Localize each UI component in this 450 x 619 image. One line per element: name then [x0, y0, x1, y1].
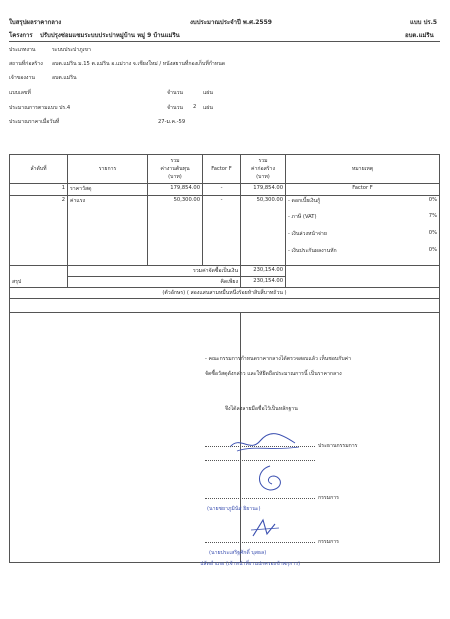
- net-row: [10, 277, 440, 288]
- row-build: 50,300.00: [241, 196, 286, 208]
- type-label: ประเภทงาน: [9, 47, 36, 53]
- count2-value: 2: [193, 104, 197, 110]
- amount-in-words: (ตัวอักษร) ( สองแสนสามหมื่นหนึ่งร้อยห้าสิบสี่บาทถ้วน ): [10, 288, 440, 299]
- header-cost-l2: ค่างานต้นทุน: [160, 166, 190, 172]
- project-value: ปรับปรุงซ่อมแซมระบบประปาหมู่บ้าน หมู่ 9 บ้านแม่ริน: [40, 32, 180, 39]
- member2-name: (นายประเสริฐศักดิ์ บุสธล): [209, 550, 267, 556]
- row-build: 179,854.00: [241, 184, 286, 196]
- date-label: ประมาณราคาเมื่อวันที่: [9, 119, 60, 125]
- net-label: คิดเพียง: [68, 277, 241, 288]
- plan-label: แบบเลขที่: [9, 90, 31, 96]
- row-item: ราคาวัสดุ: [68, 184, 148, 196]
- committee-statement-1: - คณะกรรมการกำหนดราคากลางได้ตรวจสอบแล้ว เห็นชอบกับค่า: [205, 356, 352, 362]
- header-divider: [9, 41, 440, 42]
- row-factor: -: [203, 196, 241, 208]
- header-note: หมายเหตุ: [286, 155, 440, 184]
- table-spacer-row: [10, 208, 440, 266]
- header-build: [241, 155, 286, 184]
- note-line: [288, 197, 437, 205]
- header-build-l2: ค่าก่อสร้าง: [250, 166, 276, 172]
- header-factor: Factor F: [203, 155, 241, 184]
- extra-notes-cell: [286, 208, 440, 266]
- sign-intro: จึงได้ลงลายมือชื่อไว้เป็นหลักฐาน: [225, 406, 298, 412]
- net-value: 230,154.00: [241, 277, 286, 288]
- chair-signature-icon: [225, 425, 305, 457]
- words-row: [10, 288, 440, 299]
- count1-unit: แผ่น: [203, 90, 213, 96]
- type-value: ระบบประปาภูเขา: [52, 47, 91, 53]
- location-label: สถานที่ก่อสร้าง: [9, 61, 43, 67]
- note-pct: 0%: [428, 197, 437, 203]
- note-label: - เงินประกันผลงานหัก: [288, 247, 337, 254]
- note-label: - ดอกเบี้ยเงินกู้: [288, 198, 321, 204]
- member1-signature-icon: [250, 462, 290, 496]
- member1-sign-line: [205, 498, 315, 499]
- member2-sign-line: [205, 542, 315, 543]
- header-cost: [148, 155, 203, 184]
- row-no: 2: [10, 196, 68, 208]
- header-cost-l3: (บาท): [168, 174, 182, 180]
- total-row: [10, 266, 440, 277]
- note-line: [288, 213, 437, 221]
- note-label: - เงินล่วงหน้าจ่าย: [288, 230, 327, 237]
- chair-sign-line: [205, 446, 315, 447]
- member2-title: กรรมการ: [318, 539, 339, 545]
- row-no: 1: [10, 184, 68, 196]
- member2-signature-icon: [245, 516, 285, 542]
- header-build-l3: (บาท): [256, 174, 270, 180]
- member1-name: (นายชยาภูมินัส ยิยานะ): [207, 506, 261, 512]
- org-short: อบต.แม่ริน: [405, 32, 434, 39]
- table-row: [10, 196, 440, 208]
- total-value: 230,154.00: [241, 266, 286, 277]
- row-note: Factor F: [286, 184, 440, 196]
- note-line: [288, 230, 437, 238]
- count1-label: จำนวน: [167, 90, 183, 96]
- row-item: ค่าแรง: [68, 196, 148, 208]
- date-value: 27-ม.ค.-59: [158, 119, 186, 125]
- row-factor: -: [203, 184, 241, 196]
- summary-label: สรุป: [10, 277, 68, 288]
- note-pct: 0%: [428, 246, 437, 253]
- header-no: ลำดับที่: [10, 155, 68, 184]
- header-item: รายการ: [68, 155, 148, 184]
- table-row: [10, 184, 440, 196]
- chair-name-line: [205, 460, 315, 461]
- form-code: แบบ ปร.5: [410, 19, 438, 26]
- member1-title: กรรมการ: [318, 495, 339, 501]
- count2-label: จำนวน: [167, 105, 183, 111]
- owner-value: อบต.แม่ริน: [52, 75, 77, 81]
- member2-position: ปลัดอำเภอ (เจ้าหน้าที่งานปกครองข้าพกุการ): [200, 561, 301, 567]
- note-line: [288, 247, 437, 255]
- note-pct: 7%: [428, 212, 437, 219]
- budget-year: งบประมาณประจำปี พ.ศ.2559: [190, 19, 272, 26]
- header-cost-l1: รวม: [170, 158, 180, 164]
- project-label: โครงการ: [9, 32, 33, 39]
- row-cost: 179,854.00: [148, 184, 203, 196]
- row-cost: 50,300.00: [148, 196, 203, 208]
- chair-title: ประธานกรรมการ: [318, 443, 358, 449]
- document-title: ใบสรุปผลราคากลาง: [9, 19, 62, 26]
- row-note-cell: [286, 196, 440, 208]
- blank-row: [10, 299, 440, 313]
- calc-label: ประมาณการตามแบบ ปร.4: [9, 105, 71, 111]
- total-label: รวมค่าจัดซื้อเป็นเงิน: [68, 266, 241, 277]
- committee-statement-2: จัดซื้อวัสดุดังกล่าว และให้ยึดถือประมาณการนี้ เป็นราคากลาง: [205, 371, 342, 377]
- owner-label: เจ้าของงาน: [9, 75, 35, 81]
- table-header-row: [10, 155, 440, 184]
- note-label: - ภาษี (VAT): [288, 213, 317, 220]
- note-pct: 0%: [428, 229, 437, 236]
- location-value: อบต.แม่ริน ม.15 ต.แม่ริน อ.แม่วาง จ.เชียงใหม่ / หนังสยานที่กองเก็บที่กำหนด: [52, 61, 226, 67]
- header-build-l1: รวม: [258, 158, 268, 164]
- count2-unit: แผ่น: [203, 105, 213, 111]
